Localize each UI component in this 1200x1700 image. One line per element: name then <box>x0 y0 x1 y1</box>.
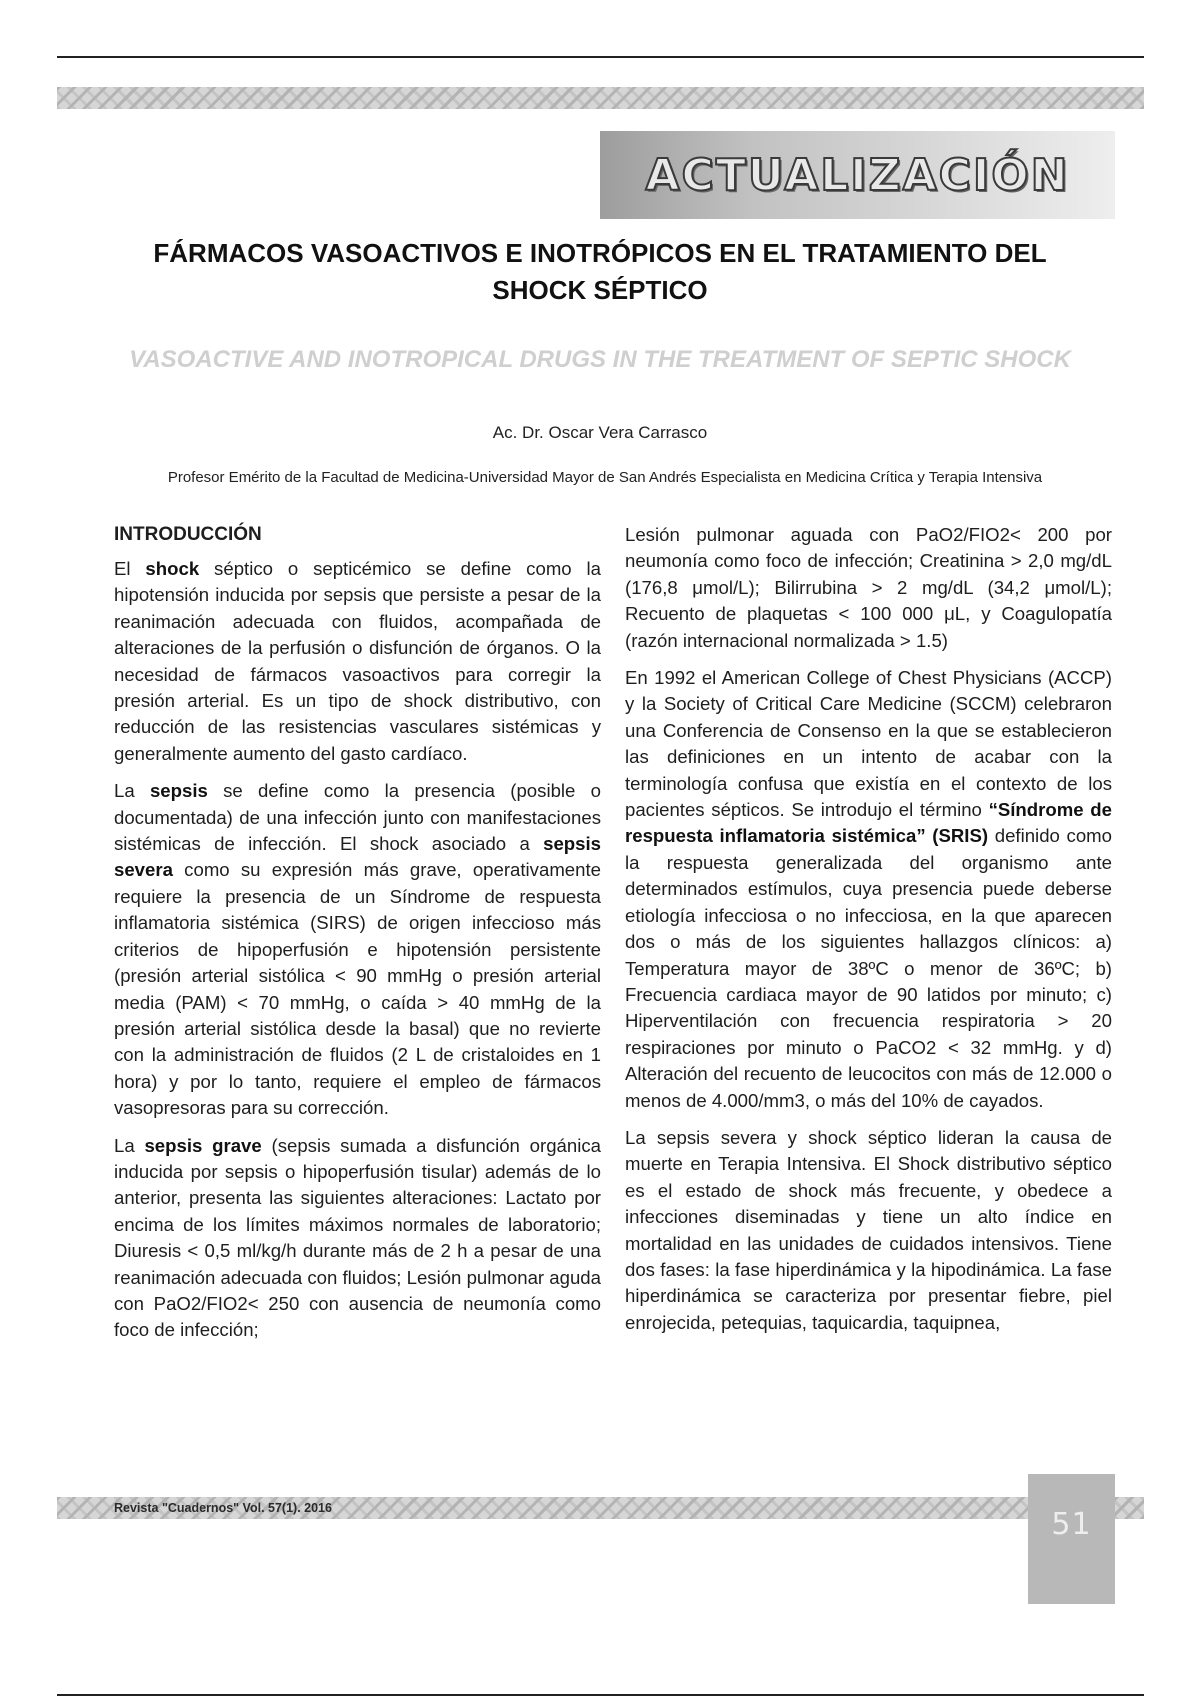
top-rule <box>57 56 1144 58</box>
text-run: se define como la presencia (posible o documentada) de una infección junto con manifestaciones sistémicas de infección. El shock asociado a <box>114 780 601 855</box>
text-run: En 1992 el American College of Chest Physicians (ACCP) y la Society of Critical Care Medicine (SCCM) celebraron una Conferencia de Consenso en la que se establecieron las definiciones en un intento de acabar con la terminología confusa que existía en el contexto de los pacientes sépticos. Se introdujo el término <box>625 667 1112 821</box>
paragraph-consenso-1992 <box>625 665 1112 1114</box>
text-run: La <box>114 1134 145 1156</box>
top-pattern-band <box>57 87 1144 109</box>
article-title-line2: SHOCK SÉPTICO <box>492 275 708 305</box>
text-run: definido como la respuesta generalizada del organismo ante determinados estímulos, cuya presencia puede deberse etiología infecciosa o no infecciosa, en la que aparecen dos o más de los siguientes hallazgos clínicos: a) Temperatura mayor de 38ºC o menor de 36ºC; b) Frecuencia cardiaca mayor de 90 latidos por minuto; c) Hiperventilación con frecuencia respiratoria > 20 respiraciones por minuto o PaCO2 < 32 mmHg. y d) Alteración del recuento de leucocitos con más de 12.000 o menos de 4.000/mm3, o más del 10% de cayados. <box>625 825 1113 1111</box>
paragraph-mortalidad: La sepsis severa y shock séptico lideran la causa de muerte en Terapia Intensiva. El Shock distributivo séptico es el estado de shock más frecuente, y obedece a infecciones diseminadas y tiene un alto índice en mortalidad en las unidades de cuidados intensivos. Tiene dos fases: la fase hiperdinámica y la hipodinámica. La fase hiperdinámica se caracteriza por presentar fiebre, piel enrojecida, petequias, taquicardia, taquipnea, <box>625 1126 1112 1333</box>
paragraph-sepsis-definition <box>114 778 601 1121</box>
author-name: Ac. Dr. Oscar Vera Carrasco <box>492 423 708 442</box>
left-column <box>114 522 601 1355</box>
banner-label: ACTUALIZACIÓN <box>645 149 1070 201</box>
text-run: como su expresión más grave, operativamente requiere la presencia de un Síndrome de respuesta inflamatoria sistémica (SIRS) de origen infeccioso más criterios de hipoperfusión e hipotensión persistente (presión arterial sistólica < 90 mmHg o presión arterial media (PAM) < 70 mmHg, o caída > 40 mmHg de la presión arterial sistólica desde la basal) que no revierte con la administración de fluidos (2 L de cristaloides en 1 hora) y por lo tanto, requiere el empleo de fármacos vasopresoras para su corrección. <box>114 859 601 1119</box>
bold-term-sepsis-severa: sepsis severa <box>114 833 601 881</box>
page-number: 51 <box>1051 1507 1092 1542</box>
text-run: (sepsis sumada a disfunción orgánica inducida por sepsis o hipoperfusión tisular) además de lo anterior, presenta las siguientes alteraciones: Lactato por encima de los límites máximos normales de laboratorio; Diuresis < 0,5 ml/kg/h durante más de 2 h a pesar de una reanimación adecuada con fluidos; Lesión pulmonar aguda con PaO2/FIO2< 250 con ausencia de neumonía como foco de infección; <box>114 1134 601 1341</box>
paragraph-shock-definition <box>114 556 601 767</box>
page-number-box <box>1028 1474 1115 1604</box>
right-column <box>625 522 1112 1347</box>
paragraph-lesion-pulmonar: Lesión pulmonar aguada con PaO2/FIO2< 200 por neumonía como foco de infección; Creatinina > 2,0 mg/dL (176,8 μmol/L); Bilirrubina > 2 mg/dL (34,2 μmol/L); Recuento de plaquetas < 100 000 μL, y Coagulopatía (razón internacional normalizada > 1.5) <box>625 524 1112 651</box>
article-subtitle: VASOACTIVE AND INOTROPICAL DRUGS IN THE TREATMENT OF SEPTIC SHOCK <box>129 346 1071 373</box>
author-affiliation: Profesor Emérito de la Facultad de Medicina-Universidad Mayor de San Andrés Especialista en Medicina Crítica y Terapia Intensiva <box>167 469 1043 486</box>
article-title <box>100 235 1100 309</box>
text-run: La <box>114 780 150 802</box>
journal-reference: Revista "Cuadernos" Vol. 57(1). 2016 <box>114 1501 332 1515</box>
paragraph-sepsis-grave <box>114 1133 601 1344</box>
article-title-line1: FÁRMACOS VASOACTIVOS E INOTRÓPICOS EN EL TRATAMIENTO DEL <box>153 238 1047 268</box>
bold-term-sris: “Síndrome de respuesta inflamatoria sistémica” (SRIS) <box>625 799 1112 847</box>
bottom-rule <box>57 1694 1144 1696</box>
text-run: El <box>114 558 146 579</box>
section-heading: INTRODUCCIÓN <box>114 524 262 545</box>
text-run: séptico o septicémico se define como la hipotensión inducida por sepsis que persiste a pesar de la reanimación adecuada con fluidos, acompañada de alteraciones de la perfusión o disfunción de órganos. O la necesidad de fármacos vasoactivos para corregir la presión arterial. Es un tipo de shock distributivo, con reducción de las resistencias vasculares sistémicas y generalmente aumento del gasto cardíaco. <box>114 558 602 764</box>
section-banner <box>600 131 1115 219</box>
bold-term-shock: shock <box>145 558 200 579</box>
bold-term-sepsis: sepsis <box>149 780 208 802</box>
bold-term-sepsis-grave: sepsis grave <box>144 1134 262 1156</box>
